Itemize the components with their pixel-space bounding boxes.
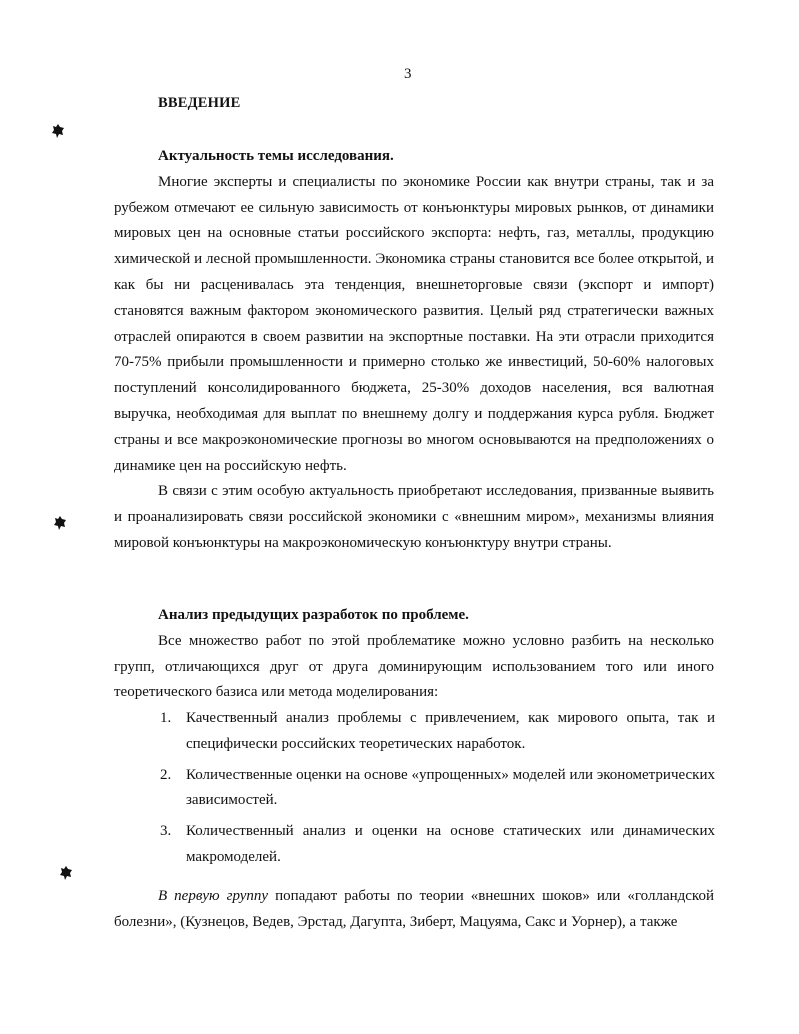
list-number: 3. bbox=[160, 823, 172, 840]
scan-mark-icon bbox=[60, 866, 72, 880]
paragraph-rest: попадают работы по теории «внешних шоков» или «голландской болезни», (Кузнецов, Ведев, Эрстад, Дагупта, Зиберт, Мацуяма, Сакс и Уорнер), а также bbox=[114, 888, 714, 930]
scan-mark-icon bbox=[54, 516, 66, 530]
list-item bbox=[160, 819, 715, 871]
list-number: 2. bbox=[160, 766, 172, 783]
paragraph: В связи с этим особую актуальность приобретают исследования, призванные выявить и проанализировать связи российской экономики с «внешним миром», механизмы влияния мировой конъюнктуры на макроэкономическую конъюнктуру внутри страны. bbox=[114, 483, 714, 551]
list-item bbox=[160, 763, 715, 815]
paragraph: Многие эксперты и специалисты по экономике России как внутри страны, так и за рубежом отмечают ее сильную зависимость от конъюнктуры мировых рынков, от динамики мировых цен на основные статьи российского экспорта: нефть, газ, металлы, продукцию химической и лесной промышленности. Экономика страны становится все более открытой, и как бы ни расценивалась эта тенденция, внешнеторговые связи (экспорт и импорт) становятся важным фактором экономического развития. Целый ряд стратегически важных отраслей опираются в своем развитии на экспортные поставки. На эти отрасли приходится 70-75% прибыли промышленности и примерно столько же инвестиций, 50-60% налоговых поступлений консолидированного бюджета, 25-30% доходов населения, вся валютная выручка, необходимая для выплат по внешнему долгу и поддержания курса рубля. Бюджет страны и все макроэкономические прогнозы во многом основываются на предположениях о динамике цен на российскую нефть. bbox=[114, 173, 714, 474]
paragraph bbox=[114, 884, 714, 936]
section-title: Анализ предыдущих разработок по проблеме. bbox=[158, 607, 469, 623]
scan-mark-icon bbox=[52, 124, 64, 138]
list-text: Количественный анализ и оценки на основе статических или динамических макромоделей. bbox=[186, 823, 715, 865]
paragraph: Все множество работ по этой проблематике можно условно разбить на несколько групп, отличающихся друг от друга доминирующим использованием того или иного теоретического базиса или метода моделирования: bbox=[114, 632, 714, 701]
list-text: Качественный анализ проблемы с привлечением, как мирового опыта, так и специфически российских теоретических наработок. bbox=[186, 710, 715, 752]
italic-lead: В первую группу bbox=[158, 888, 269, 904]
section-analysis-continued bbox=[114, 884, 714, 936]
section-relevance bbox=[114, 144, 714, 557]
list-number: 1. bbox=[160, 710, 172, 726]
section-analysis bbox=[114, 603, 714, 706]
list-text: Количественные оценки на основе «упрощенных» моделей или эконометрических зависимостей. bbox=[186, 766, 715, 809]
page-number: 3 bbox=[404, 66, 412, 82]
methods-list bbox=[160, 706, 715, 876]
list-item bbox=[160, 706, 715, 758]
section-title: Актуальность темы исследования. bbox=[158, 148, 394, 164]
page-heading: ВВЕДЕНИЕ bbox=[158, 95, 241, 111]
